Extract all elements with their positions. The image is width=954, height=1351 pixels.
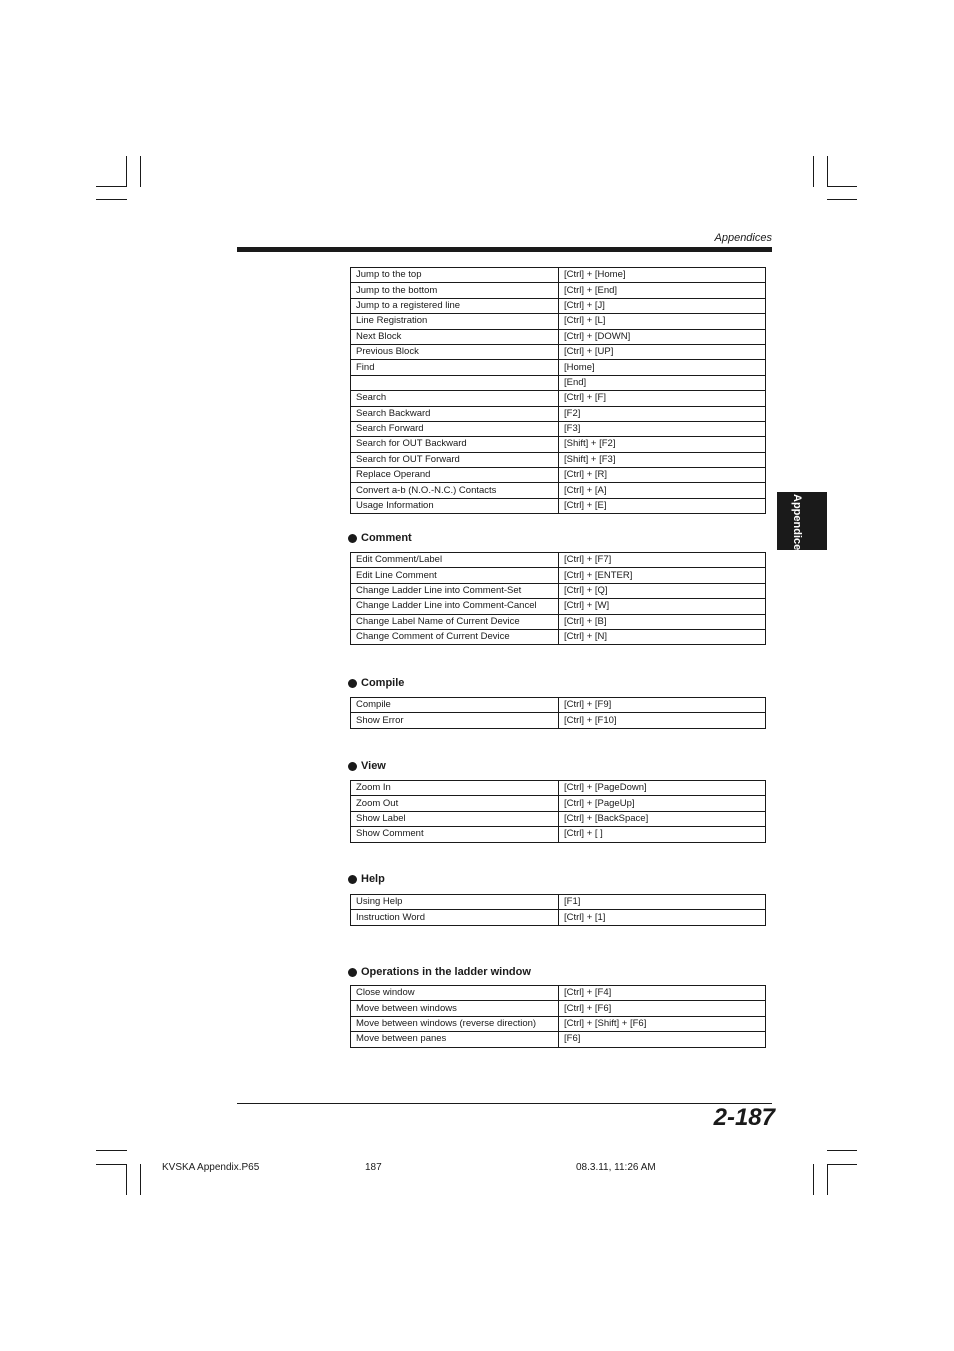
table-row [351, 698, 766, 713]
action-cell: Next Block [351, 329, 559, 344]
action-cell: Zoom Out [351, 796, 559, 811]
help-shortcuts-table [350, 894, 766, 926]
table-row [351, 1016, 766, 1031]
table-row [351, 781, 766, 796]
compile-section-heading [348, 677, 404, 689]
table-row [351, 391, 766, 406]
table-row [351, 314, 766, 329]
crop-mark [140, 1164, 141, 1195]
table-row [351, 553, 766, 568]
crop-mark [813, 156, 814, 187]
table-row [351, 452, 766, 467]
ladder-heading-label: Operations in the ladder window [361, 966, 531, 978]
footer-rule [237, 1103, 772, 1104]
shortcut-cell: [Ctrl] + [Shift] + [F6] [559, 1016, 766, 1031]
shortcut-cell: [Ctrl] + [L] [559, 314, 766, 329]
table-row [351, 910, 766, 925]
shortcut-cell: [Ctrl] + [B] [559, 614, 766, 629]
table-row [351, 895, 766, 910]
shortcut-cell: [Ctrl] + [PageDown] [559, 781, 766, 796]
table-row [351, 583, 766, 598]
shortcut-cell: [Ctrl] + [PageUp] [559, 796, 766, 811]
crop-mark [827, 1164, 828, 1195]
shortcut-cell: [End] [559, 375, 766, 390]
ladder-shortcuts-table [350, 985, 766, 1048]
action-cell: Previous Block [351, 344, 559, 359]
action-cell: Compile [351, 698, 559, 713]
comment-section-heading [348, 532, 412, 544]
table-row [351, 329, 766, 344]
shortcut-cell: [F3] [559, 421, 766, 436]
shortcut-cell: [Ctrl] + [1] [559, 910, 766, 925]
action-cell: Move between windows [351, 1001, 559, 1016]
shortcut-cell: [Ctrl] + [Q] [559, 583, 766, 598]
table-row [351, 468, 766, 483]
crop-mark [827, 199, 857, 200]
action-cell: Jump to a registered line [351, 298, 559, 313]
shortcut-cell: [Ctrl] + [F10] [559, 713, 766, 728]
shortcut-cell: [Shift] + [F3] [559, 452, 766, 467]
action-cell: Change Label Name of Current Device [351, 614, 559, 629]
comment-shortcuts-table [350, 552, 766, 645]
shortcut-cell: [Ctrl] + [F7] [559, 553, 766, 568]
crop-mark [96, 199, 127, 200]
shortcut-cell: [Ctrl] + [E] [559, 498, 766, 513]
shortcut-cell: [Ctrl] + [R] [559, 468, 766, 483]
crop-mark [96, 186, 127, 187]
header-rule [237, 247, 772, 252]
table-row [351, 986, 766, 1001]
action-cell: Jump to the bottom [351, 283, 559, 298]
bullet-icon [348, 762, 357, 771]
footer-timestamp: 08.3.11, 11:26 AM [576, 1162, 656, 1173]
table-row [351, 1001, 766, 1016]
shortcut-cell: [Ctrl] + [N] [559, 629, 766, 644]
shortcut-cell: [Ctrl] + [ ] [559, 827, 766, 842]
action-cell: Jump to the top [351, 268, 559, 283]
table-row [351, 344, 766, 359]
section-header: Appendices [714, 232, 772, 244]
action-cell: Find [351, 360, 559, 375]
action-cell: Search Backward [351, 406, 559, 421]
crop-mark [126, 1164, 127, 1195]
table-row [351, 268, 766, 283]
table-row [351, 483, 766, 498]
help-heading-label: Help [361, 873, 385, 885]
action-cell: Change Comment of Current Device [351, 629, 559, 644]
table-row [351, 713, 766, 728]
shortcut-cell: [Ctrl] + [Home] [559, 268, 766, 283]
shortcut-cell: [F1] [559, 895, 766, 910]
table-row [351, 421, 766, 436]
table-row [351, 599, 766, 614]
action-cell: Instruction Word [351, 910, 559, 925]
bullet-icon [348, 679, 357, 688]
shortcut-cell: [Ctrl] + [A] [559, 483, 766, 498]
action-cell: Using Help [351, 895, 559, 910]
action-cell: Line Registration [351, 314, 559, 329]
action-cell: Search Forward [351, 421, 559, 436]
table-row [351, 629, 766, 644]
bullet-icon [348, 875, 357, 884]
shortcut-cell: [Ctrl] + [F9] [559, 698, 766, 713]
action-cell: Zoom In [351, 781, 559, 796]
action-cell: Convert a-b (N.O.-N.C.) Contacts [351, 483, 559, 498]
edit-shortcuts-table [350, 267, 766, 514]
shortcut-cell: [Ctrl] + [BackSpace] [559, 811, 766, 826]
ladder-section-heading [348, 966, 531, 978]
crop-mark [96, 1150, 127, 1151]
page-number: 2-187 [713, 1104, 775, 1131]
compile-shortcuts-table [350, 697, 766, 729]
table-row [351, 375, 766, 390]
crop-mark [126, 156, 127, 187]
shortcut-cell: [Ctrl] + [F6] [559, 1001, 766, 1016]
shortcut-cell: [Ctrl] + [ENTER] [559, 568, 766, 583]
action-cell: Search for OUT Backward [351, 437, 559, 452]
crop-mark [827, 156, 828, 187]
action-cell: Move between panes [351, 1032, 559, 1047]
crop-mark [827, 1150, 857, 1151]
view-section-heading [348, 760, 386, 772]
action-cell: Edit Comment/Label [351, 553, 559, 568]
shortcut-cell: [Ctrl] + [End] [559, 283, 766, 298]
table-row [351, 360, 766, 375]
shortcut-cell: [Ctrl] + [DOWN] [559, 329, 766, 344]
bullet-icon [348, 968, 357, 977]
action-cell: Close window [351, 986, 559, 1001]
table-row [351, 811, 766, 826]
side-tab-label: Appendices [791, 494, 803, 557]
crop-mark [827, 1164, 857, 1165]
table-row [351, 796, 766, 811]
crop-mark [827, 186, 857, 187]
crop-mark [813, 1164, 814, 1195]
bullet-icon [348, 534, 357, 543]
table-row [351, 827, 766, 842]
comment-heading-label: Comment [361, 532, 412, 544]
action-cell: Move between windows (reverse direction) [351, 1016, 559, 1031]
table-row [351, 614, 766, 629]
compile-heading-label: Compile [361, 677, 405, 689]
footer-file-name: KVSKA Appendix.P65 [162, 1162, 260, 1173]
table-row [351, 298, 766, 313]
crop-mark [96, 1164, 127, 1165]
action-cell [351, 375, 559, 390]
view-shortcuts-table [350, 780, 766, 843]
action-cell: Search for OUT Forward [351, 452, 559, 467]
crop-mark [140, 156, 141, 187]
shortcut-cell: [Home] [559, 360, 766, 375]
side-tab [777, 492, 827, 557]
action-cell: Show Comment [351, 827, 559, 842]
action-cell: Usage Information [351, 498, 559, 513]
shortcut-cell: [F6] [559, 1032, 766, 1047]
action-cell: Change Ladder Line into Comment-Set [351, 583, 559, 598]
view-heading-label: View [361, 760, 386, 772]
table-row [351, 498, 766, 513]
shortcut-cell: [Ctrl] + [UP] [559, 344, 766, 359]
shortcut-cell: [Ctrl] + [J] [559, 298, 766, 313]
action-cell: Show Error [351, 713, 559, 728]
action-cell: Edit Line Comment [351, 568, 559, 583]
table-row [351, 1032, 766, 1047]
help-section-heading [348, 873, 385, 885]
footer-sheet-number: 187 [365, 1162, 382, 1173]
shortcut-cell: [F2] [559, 406, 766, 421]
action-cell: Show Label [351, 811, 559, 826]
table-row [351, 283, 766, 298]
table-row [351, 437, 766, 452]
action-cell: Change Ladder Line into Comment-Cancel [351, 599, 559, 614]
shortcut-cell: [Ctrl] + [F4] [559, 986, 766, 1001]
action-cell: Search [351, 391, 559, 406]
action-cell: Replace Operand [351, 468, 559, 483]
shortcut-cell: [Ctrl] + [W] [559, 599, 766, 614]
table-row [351, 568, 766, 583]
shortcut-cell: [Shift] + [F2] [559, 437, 766, 452]
shortcut-cell: [Ctrl] + [F] [559, 391, 766, 406]
table-row [351, 406, 766, 421]
